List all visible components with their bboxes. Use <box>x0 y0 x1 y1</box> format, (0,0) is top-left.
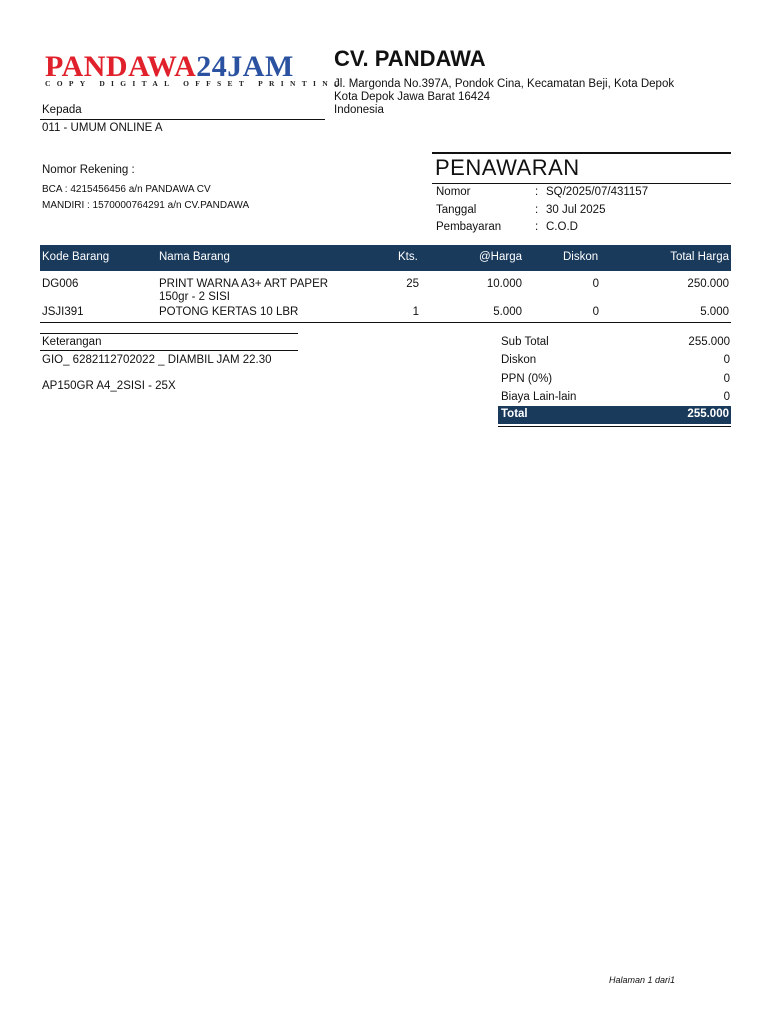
logo-text-pandawa: PANDAWA <box>45 50 197 83</box>
document-title: PENAWARAN <box>435 155 580 180</box>
header-nama-barang: Nama Barang <box>159 251 230 263</box>
grand-total-value: 255.000 <box>687 408 729 420</box>
header-kode-barang: Kode Barang <box>42 251 110 263</box>
row-qty: 25 <box>406 278 419 290</box>
meta-value: C.O.D <box>546 221 578 233</box>
company-name: CV. PANDAWA <box>334 46 486 71</box>
meta-colon: : <box>535 186 539 198</box>
bank-mandiri: MANDIRI : 1570000764291 a/n CV.PANDAWA <box>42 200 250 211</box>
address-line-3: Indonesia <box>334 104 384 116</box>
meta-value: 30 Jul 2025 <box>546 204 606 216</box>
row-qty: 1 <box>412 306 419 318</box>
notes-line-1: GIO_ 6282112702022 _ DIAMBIL JAM 22.30 <box>42 354 272 366</box>
row-total: 5.000 <box>700 306 729 318</box>
recipient-divider <box>40 119 325 120</box>
meta-label: Nomor <box>436 186 471 198</box>
meta-label: Pembayaran <box>436 221 502 233</box>
row-discount: 0 <box>592 278 599 290</box>
header-harga: @Harga <box>479 251 522 263</box>
totals-value: 0 <box>723 354 730 366</box>
bank-label: Nomor Rekening : <box>42 164 135 176</box>
company-address <box>334 78 674 117</box>
totals-label: Biaya Lain-lain <box>501 391 577 403</box>
row-discount: 0 <box>592 306 599 318</box>
meta-colon: : <box>535 204 539 216</box>
logo-tagline: COPY DIGITAL OFFSET PRINTING <box>45 79 347 88</box>
recipient-name: 011 - UMUM ONLINE A <box>42 122 163 134</box>
total-underline <box>498 426 731 427</box>
meta-colon: : <box>535 221 539 233</box>
notes-top-rule <box>40 333 298 334</box>
address-line-1: Jl. Margonda No.397A, Pondok Cina, Kecamatan Beji, Kota Depok <box>334 78 675 90</box>
page-number: Halaman 1 dari1 <box>609 975 676 985</box>
totals-label: PPN (0%) <box>501 373 553 385</box>
row-code: DG006 <box>42 278 79 290</box>
grand-total-label: Total <box>501 408 528 420</box>
header-diskon: Diskon <box>563 251 599 263</box>
row-total: 250.000 <box>687 278 729 290</box>
row-name-line2: 150gr - 2 SISI <box>159 291 230 303</box>
totals-label: Diskon <box>501 354 537 366</box>
meta-value: SQ/2025/07/431157 <box>546 186 649 198</box>
notes-line-2: AP150GR A4_2SISI - 25X <box>42 380 176 392</box>
title-bottom-rule <box>432 183 731 184</box>
totals-value: 0 <box>723 373 730 385</box>
address-line-2: Kota Depok Jawa Barat 16424 <box>334 91 490 103</box>
header-kts: Kts. <box>398 251 418 263</box>
notes-label: Keterangan <box>42 336 102 348</box>
grand-total-bar <box>498 406 731 424</box>
company-logo <box>45 52 294 82</box>
notes-divider <box>40 350 298 351</box>
row-name-line1: PRINT WARNA A3+ ART PAPER <box>159 278 329 290</box>
logo-text-24jam: 24JAM <box>196 50 294 83</box>
table-bottom-rule <box>40 322 731 323</box>
row-name-line1: POTONG KERTAS 10 LBR <box>159 306 299 318</box>
title-top-rule <box>432 152 731 154</box>
recipient-label: Kepada <box>42 104 82 116</box>
row-price: 5.000 <box>493 306 522 318</box>
row-price: 10.000 <box>486 278 522 290</box>
items-table-header <box>40 245 731 271</box>
bank-bca: BCA : 4215456456 a/n PANDAWA CV <box>42 184 211 195</box>
row-code: JSJI391 <box>42 306 84 318</box>
totals-value: 0 <box>723 391 730 403</box>
totals-value: 255.000 <box>688 336 730 348</box>
meta-label: Tanggal <box>436 204 477 216</box>
totals-label: Sub Total <box>501 336 549 348</box>
header-total-harga: Total Harga <box>670 251 729 263</box>
